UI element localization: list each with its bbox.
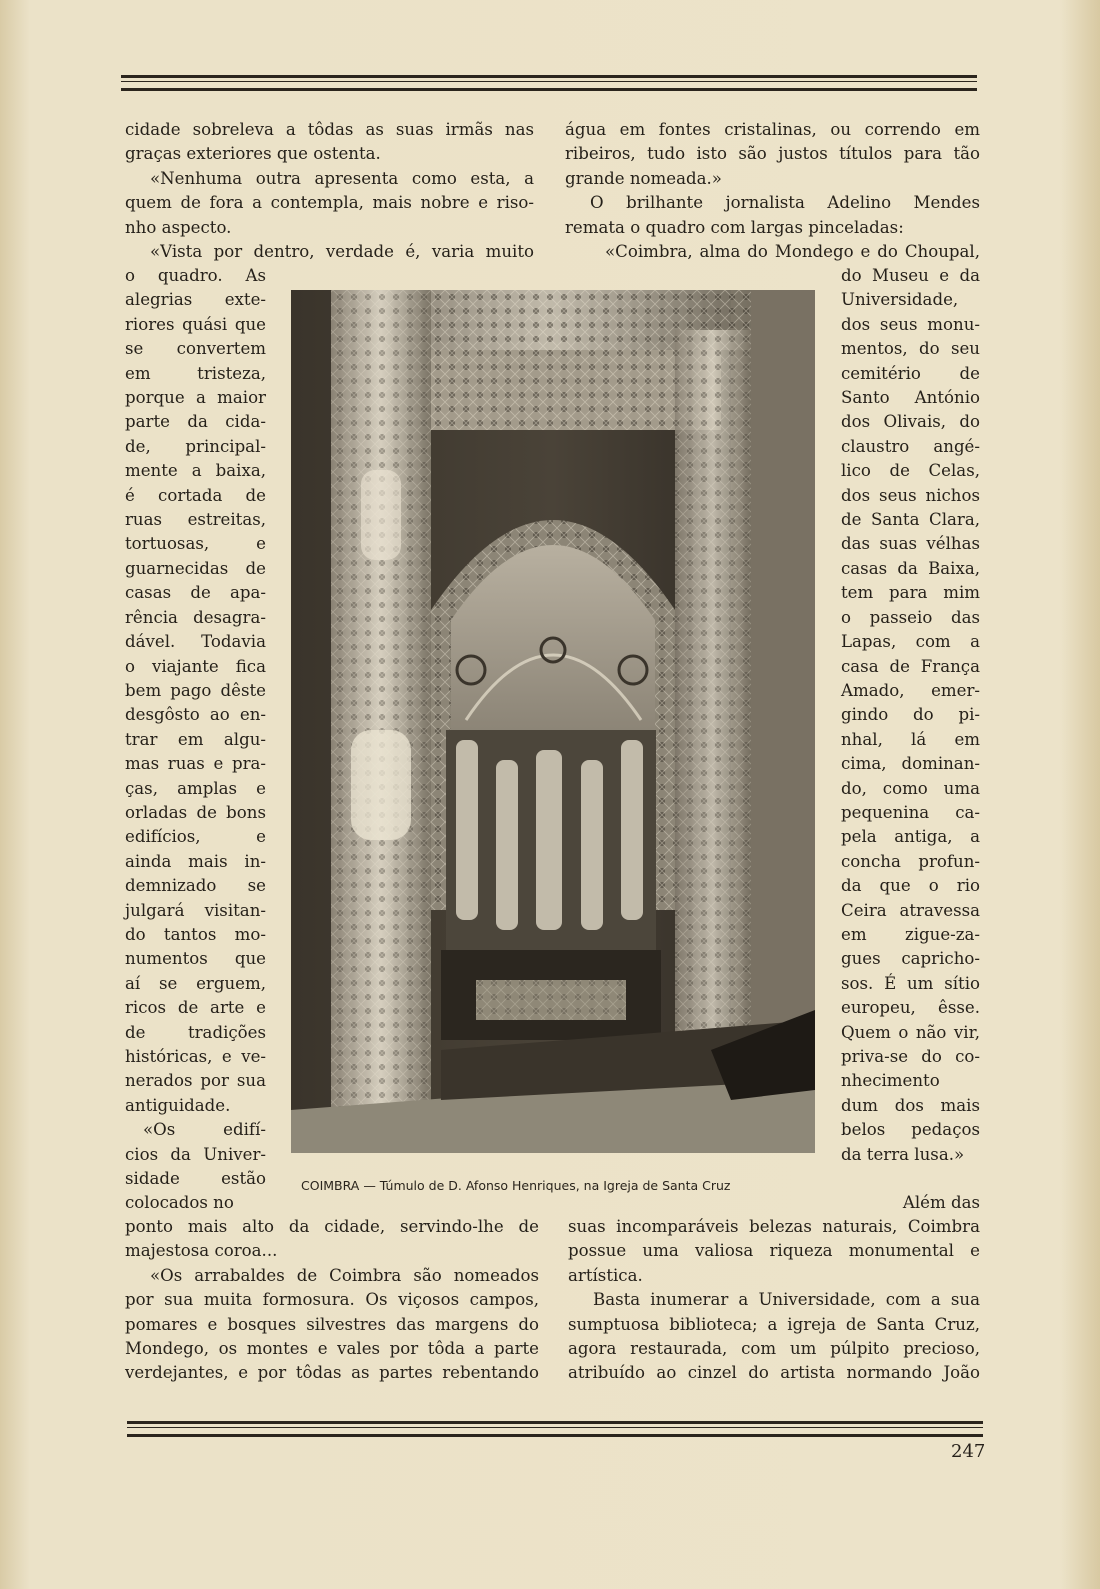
text-line: cima, dominan- bbox=[841, 754, 980, 774]
text-line: tem para mim bbox=[841, 583, 980, 603]
text-line: quem de fora a contempla, mais nobre e riso- bbox=[125, 193, 534, 213]
text-line: rência desagra- bbox=[125, 607, 266, 627]
text-line: dos Olivais, do bbox=[841, 412, 980, 432]
text-line: pequenina ca- bbox=[841, 802, 980, 822]
text-line: casas da Baixa, bbox=[841, 558, 980, 578]
text-line: colocados no bbox=[125, 1193, 234, 1213]
page-number: 247 bbox=[951, 1441, 986, 1462]
text-line: grande nomeada.» bbox=[565, 168, 722, 188]
text-line: do Museu e da bbox=[841, 266, 980, 285]
text-line: do, como uma bbox=[841, 778, 980, 798]
text-line: graças exteriores que ostenta. bbox=[125, 144, 381, 164]
text-line: sos. É um sítio bbox=[841, 973, 980, 993]
text-line: mente a baixa, bbox=[125, 461, 266, 481]
text-line: Universidade, bbox=[841, 290, 959, 310]
text-line: Lapas, com a bbox=[841, 632, 980, 652]
text-line: ainda mais in- bbox=[125, 851, 266, 871]
text-line: casa de França bbox=[841, 656, 980, 676]
text-line: nerados por sua bbox=[125, 1071, 266, 1091]
text-line: desgôsto ao en- bbox=[125, 705, 266, 725]
text-line: cios da Univer- bbox=[125, 1144, 266, 1164]
text-line: pomares e bosques silvestres das margens do bbox=[125, 1314, 539, 1334]
text-line: claustro angé- bbox=[841, 436, 980, 456]
text-line: nhal, lá em bbox=[841, 729, 980, 749]
text-line: «Vista por dentro, verdade é, varia muito bbox=[150, 242, 534, 262]
text-line: antiguidade. bbox=[125, 1095, 231, 1115]
text-line: das suas vélhas bbox=[841, 534, 980, 554]
text-line: orladas de bons bbox=[125, 802, 266, 822]
text-line: de tradições bbox=[125, 1022, 266, 1042]
text-line: priva-se do co- bbox=[841, 1047, 980, 1066]
text-line: ruas estreitas, bbox=[125, 510, 266, 530]
text-line: Ceira atravessa bbox=[841, 900, 980, 920]
text-line: riores quási que bbox=[125, 314, 266, 334]
text-line: dos seus monu- bbox=[841, 314, 980, 334]
text-line: de Santa Clara, bbox=[841, 510, 980, 530]
text-line: Basta inumerar a Universidade, com a sua bbox=[593, 1290, 980, 1310]
text-line: cemitério de bbox=[841, 363, 980, 383]
text-line: numentos que bbox=[125, 949, 266, 969]
text-line: sidade estão bbox=[125, 1169, 266, 1189]
text-line: majestosa coroa... bbox=[125, 1241, 278, 1261]
text-line: belos pedaços bbox=[841, 1120, 980, 1140]
text-line: por sua muita formosura. Os viçosos campos, bbox=[125, 1290, 539, 1310]
text-line: água em fontes cristalinas, ou correndo em bbox=[565, 120, 980, 139]
left-column-top bbox=[125, 118, 534, 264]
text-line: ribeiros, tudo isto são justos títulos para tão bbox=[565, 144, 980, 164]
left-column-bottom bbox=[125, 1215, 539, 1386]
text-line: em zigue-za- bbox=[841, 924, 980, 944]
text-line: «Os edifí- bbox=[143, 1120, 266, 1140]
text-line: pela antiga, a bbox=[841, 827, 980, 847]
text-line: Santo António bbox=[841, 388, 980, 408]
text-line: o passeio das bbox=[841, 607, 980, 627]
text-line: dum dos mais bbox=[841, 1095, 980, 1115]
text-line: guarnecidas de bbox=[125, 558, 266, 578]
left-column-narrow bbox=[125, 264, 266, 1216]
text-line: dos seus nichos bbox=[841, 485, 980, 505]
text-line: alegrias exte- bbox=[125, 290, 266, 310]
text-line: mentos, do seu bbox=[841, 339, 980, 359]
text-line: demnizado se bbox=[125, 876, 266, 896]
bottom-rule bbox=[127, 1421, 983, 1437]
text-line: históricas, e ve- bbox=[125, 1047, 266, 1066]
text-line: tortuosas, e bbox=[125, 534, 266, 554]
text-line: Além das bbox=[902, 1193, 980, 1212]
text-line: cidade sobreleva a tôdas as suas irmãs nas bbox=[125, 120, 534, 139]
tomb-photograph bbox=[291, 290, 815, 1153]
right-column-top bbox=[565, 118, 980, 264]
right-column-after bbox=[565, 1191, 980, 1215]
text-line: trar em algu- bbox=[125, 729, 266, 749]
text-line: suas incomparáveis belezas naturais, Coimbra bbox=[568, 1217, 980, 1236]
text-line: edifícios, e bbox=[125, 827, 266, 847]
text-line: parte da cida- bbox=[125, 412, 266, 432]
text-line: do tantos mo- bbox=[125, 924, 266, 944]
text-line: possue uma valiosa riqueza monumental e bbox=[568, 1241, 980, 1261]
tomb-illustration bbox=[291, 290, 815, 1153]
text-line: gues capricho- bbox=[841, 949, 980, 969]
text-line: O brilhante jornalista Adelino Mendes bbox=[590, 193, 980, 213]
text-line: artística. bbox=[568, 1265, 643, 1285]
text-line: Quem o não vir, bbox=[841, 1022, 980, 1042]
text-line: julgará visitan- bbox=[125, 900, 266, 920]
text-line: Mondego, os montes e vales por tôda a parte bbox=[125, 1339, 539, 1359]
text-line: em tristeza, bbox=[125, 363, 266, 383]
text-line: sumptuosa biblioteca; a igreja de Santa Cruz, bbox=[568, 1314, 980, 1334]
text-line: é cortada de bbox=[125, 485, 266, 505]
text-line: ricos de arte e bbox=[125, 998, 266, 1018]
text-line: dável. Todavia bbox=[125, 632, 266, 652]
text-line: lico de Celas, bbox=[841, 461, 980, 481]
text-line: gindo do pi- bbox=[841, 705, 980, 725]
text-line: ponto mais alto da cidade, servindo-lhe de bbox=[125, 1217, 539, 1236]
text-line: o quadro. As bbox=[125, 266, 266, 285]
text-line: da que o rio bbox=[841, 876, 980, 896]
text-line: casas de apa- bbox=[125, 583, 266, 603]
text-line: verdejantes, e por tôdas as partes rebentando bbox=[125, 1363, 539, 1383]
text-line: remata o quadro com largas pinceladas: bbox=[565, 217, 904, 237]
text-line: atribuído ao cinzel do artista normando João bbox=[568, 1363, 980, 1383]
photo-caption: COIMBRA — Túmulo de D. Afonso Henriques, na Igreja de Santa Cruz bbox=[301, 1178, 731, 1193]
text-line: agora restaurada, com um púlpito precioso, bbox=[568, 1339, 980, 1359]
text-line: bem pago dêste bbox=[125, 680, 266, 700]
text-line: da terra lusa.» bbox=[841, 1144, 965, 1164]
text-line: aí se erguem, bbox=[125, 973, 266, 993]
text-line: mas ruas e pra- bbox=[125, 754, 266, 774]
right-column-bottom bbox=[568, 1215, 980, 1386]
text-line: concha profun- bbox=[841, 851, 980, 871]
right-column-narrow bbox=[841, 264, 980, 1167]
text-line: «Nenhuma outra apresenta como esta, a bbox=[150, 168, 534, 188]
text-line: «Coimbra, alma do Mondego e do Choupal, bbox=[605, 242, 980, 262]
text-line: europeu, êsse. bbox=[841, 998, 980, 1018]
text-line: o viajante fica bbox=[125, 656, 266, 676]
text-line: Amado, emer- bbox=[841, 680, 980, 700]
text-line: nhecimento bbox=[841, 1071, 940, 1091]
text-line: se convertem bbox=[125, 339, 266, 359]
text-line: porque a maior bbox=[125, 388, 266, 408]
text-line: ças, amplas e bbox=[125, 778, 266, 798]
top-rule bbox=[121, 75, 977, 91]
text-line: nho aspecto. bbox=[125, 217, 232, 237]
text-line: «Os arrabaldes de Coimbra são nomeados bbox=[150, 1265, 539, 1285]
text-line: de, principal- bbox=[125, 436, 266, 456]
